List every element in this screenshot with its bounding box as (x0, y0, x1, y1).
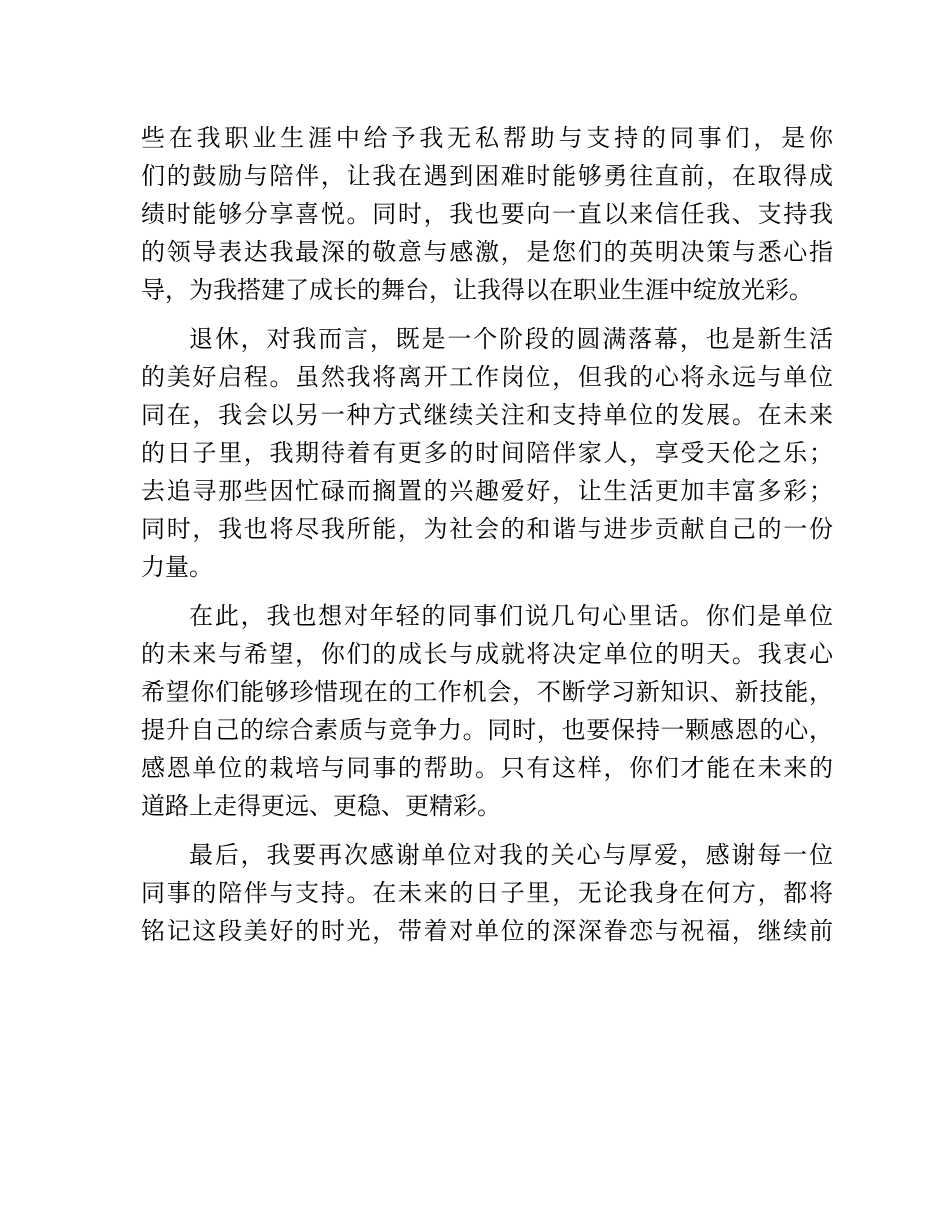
text-line: 的美好启程。虽然我将离开工作岗位，但我的心将永远与单位 (141, 363, 833, 391)
document-body (141, 119, 833, 961)
text-line: 的日子里，我期待着有更多的时间陪伴家人，享受天伦之乐； (141, 439, 833, 467)
text-line: 同在，我会以另一种方式继续关注和支持单位的发展。在未来 (141, 401, 833, 429)
text-line: 力量。 (141, 553, 213, 581)
text-line: 最后，我要再次感谢单位对我的关心与厚爱，感谢每一位 (189, 841, 833, 869)
text-line: 导，为我搭建了成长的舞台，让我得以在职业生涯中绽放光彩。 (141, 276, 813, 304)
text-line: 同事的陪伴与支持。在未来的日子里，无论我身在何方，都将 (141, 879, 833, 907)
text-line: 去追寻那些因忙碌而搁置的兴趣爱好，让生活更加丰富多彩； (141, 477, 833, 505)
text-line: 些在我职业生涯中给予我无私帮助与支持的同事们，是你 (141, 124, 833, 152)
text-line: 提升自己的综合素质与竞争力。同时，也要保持一颗感恩的心， (141, 716, 833, 744)
text-line: 希望你们能够珍惜现在的工作机会，不断学习新知识、新技能， (141, 678, 833, 706)
paragraph-2 (141, 320, 833, 586)
text-line: 同时，我也将尽我所能，为社会的和谐与进步贡献自己的一份 (141, 515, 833, 543)
text-line: 道路上走得更远、更稳、更精彩。 (141, 792, 501, 820)
text-line: 铭记这段美好的时光，带着对单位的深深眷恋与祝福，继续前 (141, 917, 833, 945)
text-line: 退休，对我而言，既是一个阶段的圆满落幕，也是新生活 (189, 325, 833, 353)
text-line: 在此，我也想对年轻的同事们说几句心里话。你们是单位 (189, 602, 833, 630)
text-line: 感恩单位的栽培与同事的帮助。只有这样，你们才能在未来的 (141, 754, 833, 782)
text-line: 的未来与希望，你们的成长与成就将决定单位的明天。我衷心 (141, 640, 833, 668)
text-line: 绩时能够分享喜悦。同时，我也要向一直以来信任我、支持我 (141, 200, 833, 228)
text-line: 的领导表达我最深的敬意与感激，是您们的英明决策与悉心指 (141, 238, 833, 266)
text-line: 们的鼓励与陪伴，让我在遇到困难时能够勇往直前，在取得成 (141, 162, 833, 190)
paragraph-3 (141, 597, 833, 825)
paragraph-1 (141, 119, 833, 309)
paragraph-4 (141, 836, 833, 950)
